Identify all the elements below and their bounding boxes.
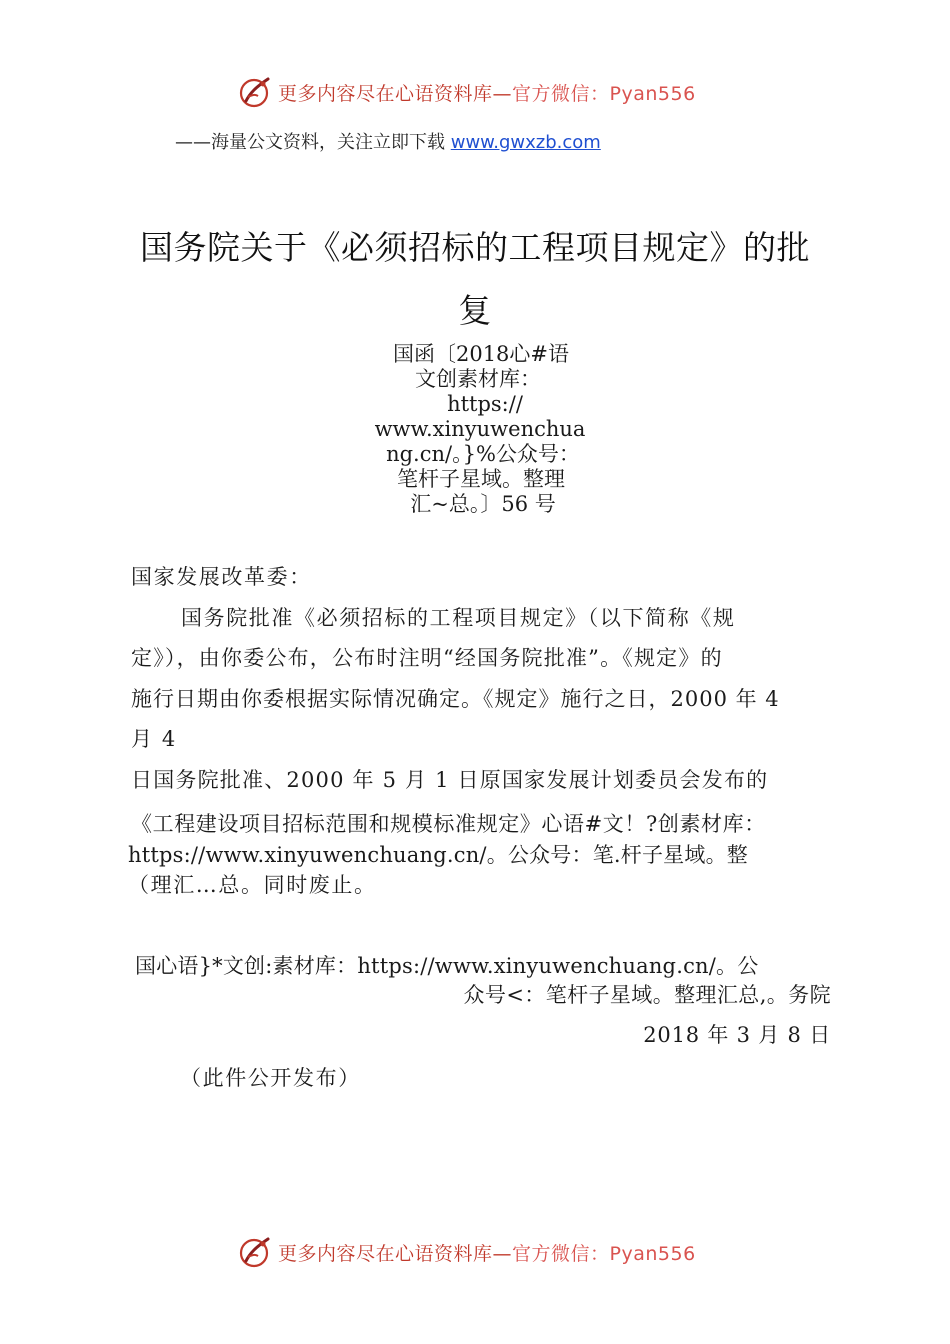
document-number [0,342,950,517]
brush-logo-icon [238,1235,272,1269]
body-line: 日国务院批准、2000 年 5 月 1 日原国家发展计划委员会发布的 [131,768,769,792]
watermark-text: 更多内容尽在心语资料库—官方微信：Pyan556 [278,1242,696,1265]
signature-line: 国心语}*文创:素材库：https://www.xinyuwenchuang.cn/。公 [135,954,759,978]
docno-line: https:// [447,392,523,416]
body-line: 定》），由你委公布，公布时注明“经国务院批准”。《规定》的 [131,646,723,670]
document-title-line2: 复 [458,291,492,330]
docno-line: 国函〔2018心#语 [392,342,570,366]
docno-line: ng.cn/。}%公众号： [386,442,580,466]
body-line: （理汇…总。同时废止。 [128,873,377,897]
watermark-banner-top [238,74,696,110]
docno-line: 文创素材库： [415,367,541,391]
docno-line: 笔杆子星域。整理 [397,467,565,491]
body-line: 施行日期由你委根据实际情况确定。《规定》施行之日，2000 年 4 [131,687,780,711]
body-line: https://www.xinyuwenchuang.cn/。公众号：笔.杆子星域。整 [128,843,748,867]
brush-logo-icon [238,75,272,109]
document-title-line1: 国务院关于《必须招标的工程项目规定》的批 [140,228,810,267]
wechat-id: 官方微信：Pyan556 [512,82,696,105]
signature-line: 众号<：笔杆子星域。整理汇总,。务院 [463,983,831,1007]
watermark-text: 更多内容尽在心语资料库—官方微信：Pyan556 [278,82,696,105]
wechat-id: 官方微信：Pyan556 [512,1242,696,1265]
watermark-subline: ——海量公文资料，关注立即下载 www.gwxzb.com [175,132,601,153]
signature-date: 2018 年 3 月 8 日 [643,1023,831,1047]
addressee: 国家发展改革委： [131,565,312,589]
publication-note: （此件公开发布） [180,1066,361,1090]
body-line: 国务院批准《必须招标的工程项目规定》（以下简称《规 [181,606,736,630]
watermark-banner-bottom [238,1234,696,1270]
docno-line: www.xinyuwenchua [374,417,586,441]
gwxzb-link[interactable]: www.gwxzb.com [450,132,601,153]
body-line: 《工程建设项目招标范围和规模标准规定》心语#文！?创素材库： [131,812,766,836]
docno-line: 汇~总。〕56 号 [410,492,556,516]
body-line: 月 4 [131,727,177,751]
